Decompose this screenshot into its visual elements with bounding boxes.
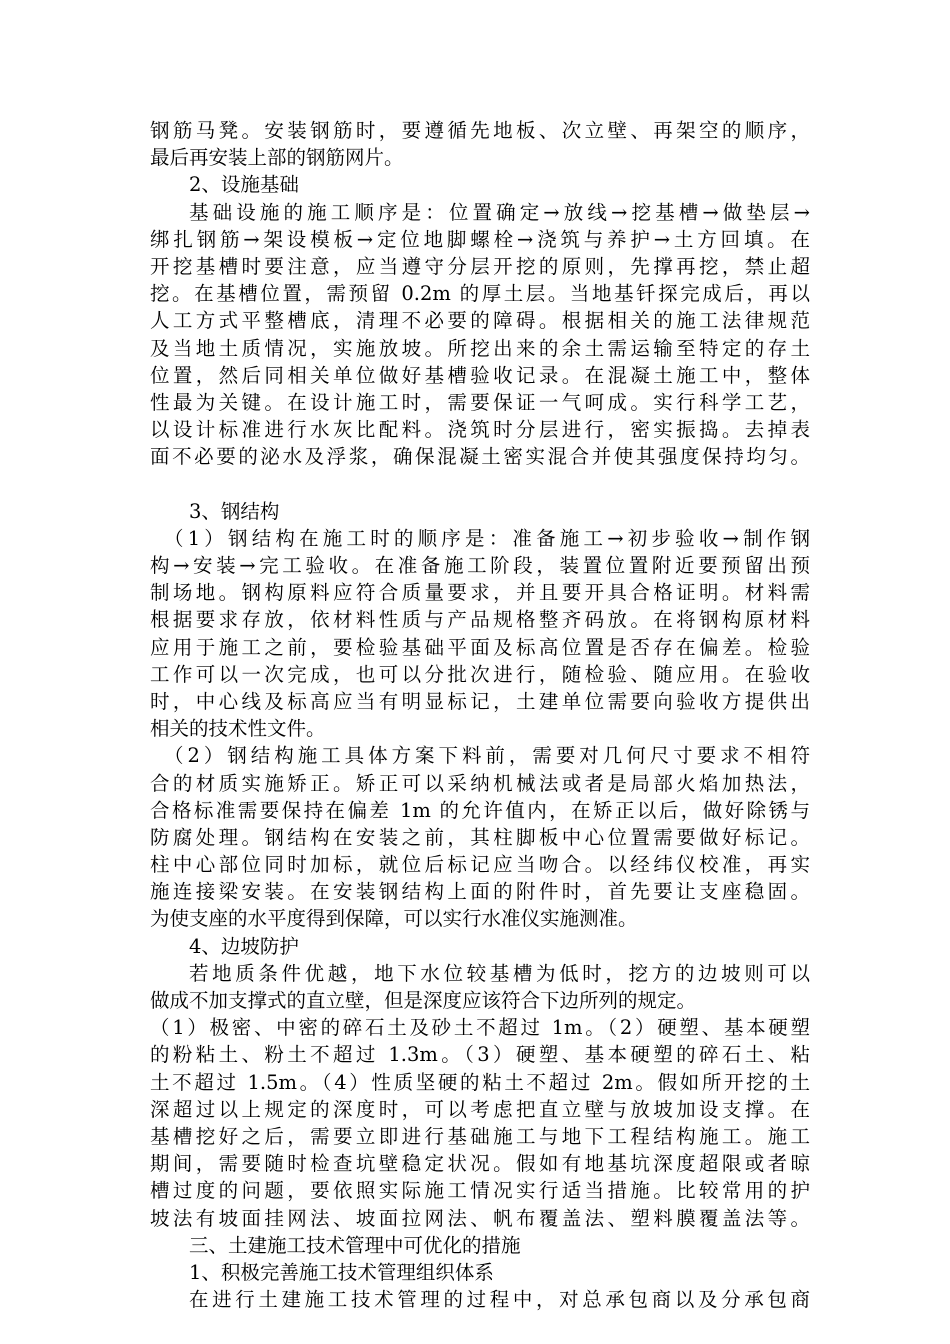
text-line: 在进行土建施工技术管理的过程中，对总承包商以及分承包商 [189, 1288, 810, 1312]
text-line: 人工方式平整槽底，清理不必要的障碍。根据相关的施工法律规范 [150, 309, 810, 333]
text-line: 工作可以一次完成，也可以分批次进行，随检验、随应用。在验收 [150, 662, 810, 686]
text-line: 最后再安装上部的钢筋网片。 [150, 146, 404, 170]
text-line: 性最为关键。在设计施工时，需要保证一气呵成。实行科学工艺， [150, 390, 810, 414]
text-line: 钢筋马凳。安装钢筋时，要遵循先地板、次立壁、再架空的顺序， [150, 119, 810, 142]
text-line: 基础设施的施工顺序是：位置确定→放线→挖基槽→做垫层→ [189, 200, 810, 224]
text-line: 深超过以上规定的深度时，可以考虑把直立壁与放坡加设支撑。在 [150, 1097, 810, 1121]
text-line: 的粉粘土、粉土不超过 1.3m。（3）硬塑、基本硬塑的碎石土、粘 [150, 1043, 810, 1067]
text-line: 及当地土质情况，实施放坡。所挖出来的余土需运输至特定的存土 [150, 336, 810, 360]
text-line: 为使支座的水平度得到保障，可以实行水准仪实施测准。 [150, 907, 638, 931]
text-line: 开挖基槽时要注意，应当遵守分层开挖的原则，先撑再挖，禁止超 [150, 254, 810, 278]
text-line: （1）极密、中密的碎石土及砂土不超过 1m。（2）硬塑、基本硬塑 [150, 1016, 810, 1040]
text-line: 面不必要的泌水及浮浆，确保混凝土密实混合并使其强度保持均匀。 [150, 445, 810, 469]
text-line: 柱中心部位同时加标，就位后标记应当吻合。以经纬仪校准，再实 [150, 853, 810, 877]
text-line: 3、钢结构 [189, 499, 280, 523]
text-line: 应用于施工之前，要检验基础平面及标高位置是否存在偏差。检验 [150, 635, 810, 659]
text-line: 若地质条件优越，地下水位较基槽为低时，挖方的边坡则可以 [189, 961, 810, 985]
text-line: 绑扎钢筋→架设模板→定位地脚螺栓→浇筑与养护→土方回填。在 [150, 227, 810, 251]
text-line: 合的材质实施矫正。矫正可以采纳机械法或者是局部火焰加热法， [150, 771, 810, 795]
text-line: （1）钢结构在施工时的顺序是：准备施工→初步验收→制作钢 [164, 526, 810, 550]
text-line: 根据要求存放，依材料性质与产品规格整齐码放。在将钢构原材料 [150, 608, 810, 632]
text-line: 三、土建施工技术管理中可优化的措施 [189, 1233, 521, 1257]
text-line: 2、设施基础 [189, 173, 299, 197]
text-line: （2）钢结构施工具体方案下料前，需要对几何尺寸要求不相符 [164, 744, 810, 768]
text-line: 时，中心线及标高应当有明显标记，土建单位需要向验收方提供出 [150, 689, 810, 713]
text-line: 防腐处理。钢结构在安装之前，其柱脚板中心位置需要做好标记。 [150, 825, 810, 849]
text-line: 位置，然后同相关单位做好基槽验收记录。在混凝土施工中，整体 [150, 363, 810, 387]
text-line: 基槽挖好之后，需要立即进行基础施工与地下工程结构施工。施工 [150, 1124, 810, 1148]
text-line: 1、积极完善施工技术管理组织体系 [189, 1260, 494, 1284]
text-line: 坡法有坡面挂网法、坡面拉网法、帆布覆盖法、塑料膜覆盖法等。 [150, 1206, 810, 1230]
text-line: 相关的技术性文件。 [150, 717, 326, 741]
text-line: 期间，需要随时检查坑壁稳定状况。假如有地基坑深度超限或者晾 [150, 1152, 810, 1176]
document-body [150, 117, 810, 1313]
text-line: 合格标准需要保持在偏差 1m 的允许值内，在矫正以后，做好除锈与 [150, 798, 810, 822]
blank-line [150, 470, 810, 497]
text-line: 槽过度的问题，要依照实际施工情况实行适当措施。比较常用的护 [150, 1179, 810, 1203]
text-line: 挖。在基槽位置，需预留 0.2m 的厚土层。当地基钎探完成后，再以 [150, 282, 810, 306]
text-line: 4、边坡防护 [189, 934, 299, 958]
text-line: 做成不加支撑式的直立壁，但是深度应该符合下边所列的规定。 [150, 989, 697, 1012]
text-line: 构→安装→完工验收。在准备施工阶段，装置位置附近要预留出预 [150, 554, 810, 577]
text-line: 以设计标准进行水灰比配料。浇筑时分层进行，密实振捣。去掉表 [150, 418, 810, 442]
text-line: 制场地。钢构原料应符合质量要求，并且要开具合格证明。材料需 [150, 581, 810, 605]
text-line: 土不超过 1.5m。（4）性质坚硬的粘土不超过 2m。假如所开挖的土 [150, 1070, 810, 1094]
text-line: 施连接梁安装。在安装钢结构上面的附件时，首先要让支座稳固。 [150, 880, 810, 904]
